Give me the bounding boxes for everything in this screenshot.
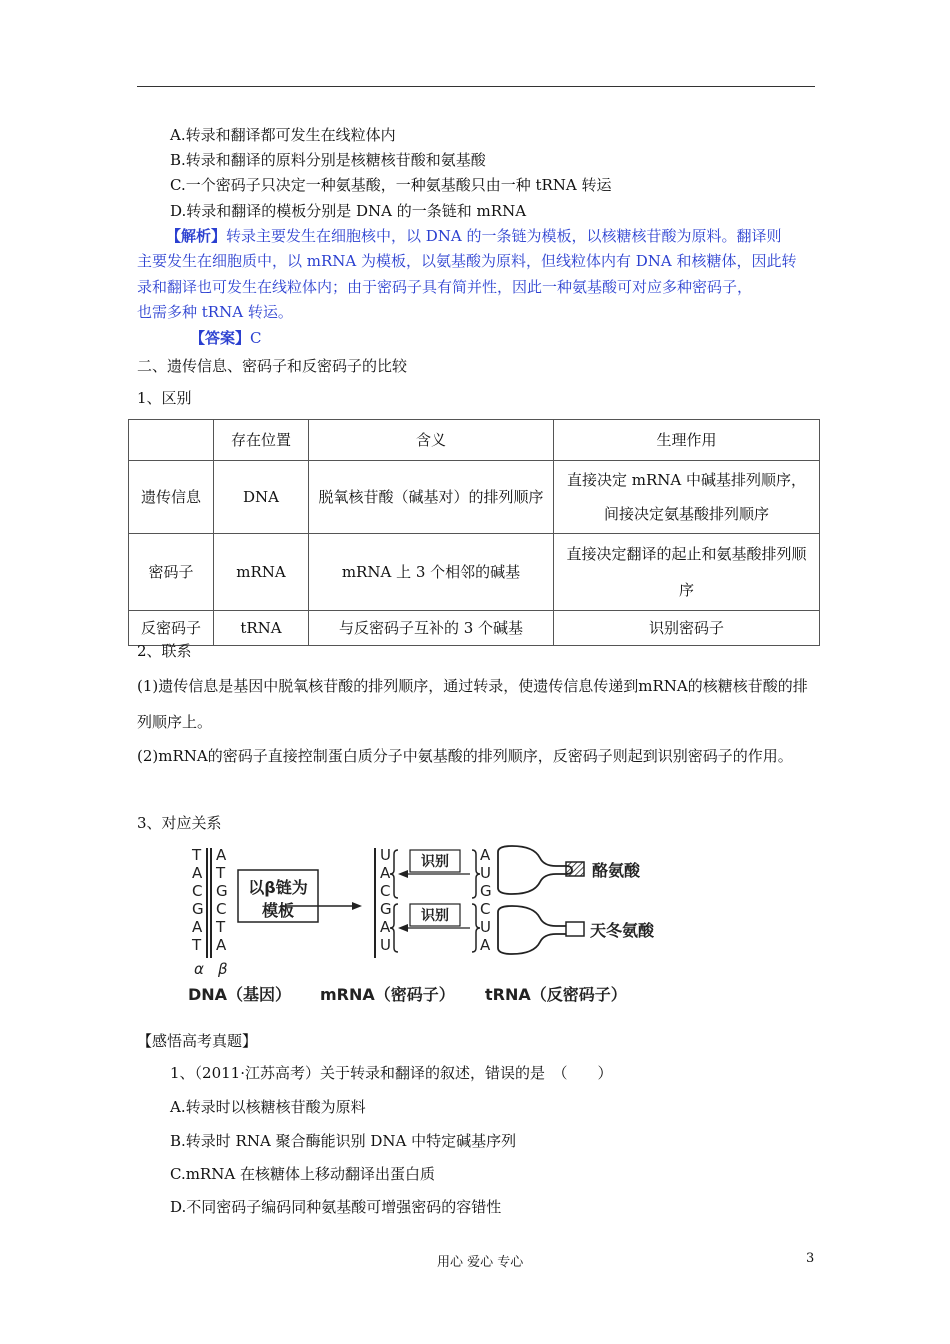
mrna-base: C: [380, 882, 391, 900]
analysis-text-1: 转录主要发生在细胞核中，以 DNA 的一条链为模板，以核糖核苷酸为原料。翻译则: [226, 227, 782, 245]
beta-base: G: [216, 882, 228, 900]
answer-tag: 【答案】: [190, 329, 251, 347]
exam-title: 【感悟高考真题】: [137, 1032, 258, 1050]
table-header-cell: 含义: [309, 420, 554, 461]
exam-option-d: D.不同密码子编码同种氨基酸可增强密码的容错性: [170, 1198, 502, 1216]
alpha-base: C: [192, 882, 203, 900]
beta-base: C: [216, 900, 227, 918]
table-header-cell: 生理作用: [554, 420, 820, 461]
option-c: C.一个密码子只决定一种氨基酸，一种氨基酸只由一种 tRNA 转运: [170, 176, 612, 194]
analysis-line-2: 主要发生在细胞质中，以 mRNA 为模板，以氨基酸为原料，但线粒体内有 DNA 和核糖体，因此转: [137, 252, 797, 270]
footer-motto: 用心 爱心 专心: [437, 1255, 524, 1270]
table-cell: mRNA 上 3 个相邻的碱基: [309, 534, 554, 611]
trna2-base: U: [480, 918, 491, 936]
trna1-base: U: [480, 864, 491, 882]
trna1-base: G: [480, 882, 492, 900]
dna-caption: DNA（基因）: [188, 985, 292, 1004]
table-cell: 与反密码子互补的 3 个碱基: [309, 611, 554, 646]
alpha-base: A: [192, 864, 203, 882]
exam-question: 1、（2011·江苏高考）关于转录和翻译的叙述，错误的是 （ ）: [170, 1064, 613, 1082]
answer-value: C: [250, 329, 262, 347]
aa2-block-icon: [566, 922, 584, 936]
sub3-title: 3、对应关系: [137, 814, 222, 832]
recognize-label-2: 识别: [421, 908, 449, 924]
trna2-shape: [498, 906, 572, 954]
mrna-base: G: [380, 900, 392, 918]
table-row: [129, 534, 820, 611]
trna1-base: A: [480, 846, 491, 864]
template-label-1: 以β链为: [248, 878, 308, 897]
beta-base: T: [216, 864, 226, 882]
trna-caption: tRNA（反密码子）: [485, 985, 627, 1004]
exam-option-b: B.转录时 RNA 聚合酶能识别 DNA 中特定碱基序列: [170, 1132, 517, 1150]
template-label-2: 模板: [261, 901, 295, 920]
link-paragraph-2: (2)mRNA的密码子直接控制蛋白质分子中氨基酸的排列顺序，反密码子则起到识别密码子的作用。: [137, 747, 793, 765]
comparison-table: [128, 419, 820, 646]
sub1-title: 1、区别: [137, 389, 192, 407]
trna1-shape: [498, 846, 572, 894]
header-rule: [137, 86, 815, 87]
arrow-head-icon: [398, 870, 408, 878]
mrna-caption: mRNA（密码子）: [320, 985, 455, 1004]
table-header-row: [129, 420, 820, 461]
table-cell: tRNA: [214, 611, 309, 646]
beta-base: T: [216, 918, 226, 936]
trna2-base: A: [480, 936, 491, 954]
recognize-label-1: 识别: [421, 854, 449, 870]
codon-correspondence-figure: [180, 840, 670, 1010]
section2-title: 二、遗传信息、密码子和反密码子的比较: [137, 357, 408, 375]
table-cell: 密码子: [129, 534, 214, 611]
alpha-base: T: [192, 936, 202, 954]
alpha-base: G: [192, 900, 204, 918]
beta-base: A: [216, 936, 227, 954]
trna2-base: C: [480, 900, 491, 918]
exam-option-c: C.mRNA 在核糖体上移动翻译出蛋白质: [170, 1165, 435, 1183]
analysis-tag: 【解析】: [166, 227, 227, 245]
table-cell: mRNA: [214, 534, 309, 611]
option-a: A.转录和翻译都可发生在线粒体内: [170, 126, 396, 144]
anticodon1-brace: [472, 850, 480, 898]
mrna-base: U: [380, 846, 391, 864]
arrow-head-icon: [352, 902, 362, 910]
table-header-cell: 存在位置: [214, 420, 309, 461]
table-cell: 遗传信息: [129, 461, 214, 534]
alpha-base: T: [192, 846, 202, 864]
table-row: [129, 611, 820, 646]
alpha-label: α: [194, 960, 204, 978]
analysis-line-3: 录和翻译也可发生在线粒体内；由于密码子具有简并性，因此一种氨基酸可对应多种密码子，: [137, 278, 753, 296]
option-d: D.转录和翻译的模板分别是 DNA 的一条链和 mRNA: [170, 202, 527, 220]
arrow-head-icon: [398, 924, 408, 932]
analysis-line-4: 也需多种 tRNA 转运。: [137, 303, 293, 321]
table-cell: 识别密码子: [554, 611, 820, 646]
beta-base: A: [216, 846, 227, 864]
mrna-base: A: [380, 864, 391, 882]
table-row: [129, 461, 820, 534]
table-cell: 直接决定翻译的起止和氨基酸排列顺序: [554, 534, 820, 611]
table-cell: 反密码子: [129, 611, 214, 646]
analysis-line-1: [166, 225, 782, 246]
table-cell: DNA: [214, 461, 309, 534]
aa1-label: 酪氨酸: [592, 861, 641, 880]
aa2-label: 天冬氨酸: [590, 921, 655, 940]
exam-option-a: A.转录时以核糖核苷酸为原料: [170, 1098, 366, 1116]
table-header-cell: [129, 420, 214, 461]
table-cell: 脱氧核苷酸（碱基对）的排列顺序: [309, 461, 554, 534]
mrna-base: A: [380, 918, 391, 936]
mrna-base: U: [380, 936, 391, 954]
aa1-hatched-block-icon: [566, 862, 584, 876]
anticodon2-brace: [472, 904, 480, 952]
alpha-base: A: [192, 918, 203, 936]
beta-label: β: [218, 960, 228, 978]
table-cell: 直接决定 mRNA 中碱基排列顺序，间接决定氨基酸排列顺序: [554, 461, 820, 534]
sub2-title: 2、联系: [137, 642, 192, 660]
link-paragraph-1: (1)遗传信息是基因中脱氧核苷酸的排列顺序，通过转录，使遗传信息传递到mRNA的核糖核苷酸的排列顺序上。: [137, 677, 808, 731]
option-b: B.转录和翻译的原料分别是核糖核苷酸和氨基酸: [170, 151, 486, 169]
page-number: 3: [806, 1251, 815, 1266]
codon1-brace: [390, 850, 398, 898]
answer-line: [190, 327, 262, 348]
